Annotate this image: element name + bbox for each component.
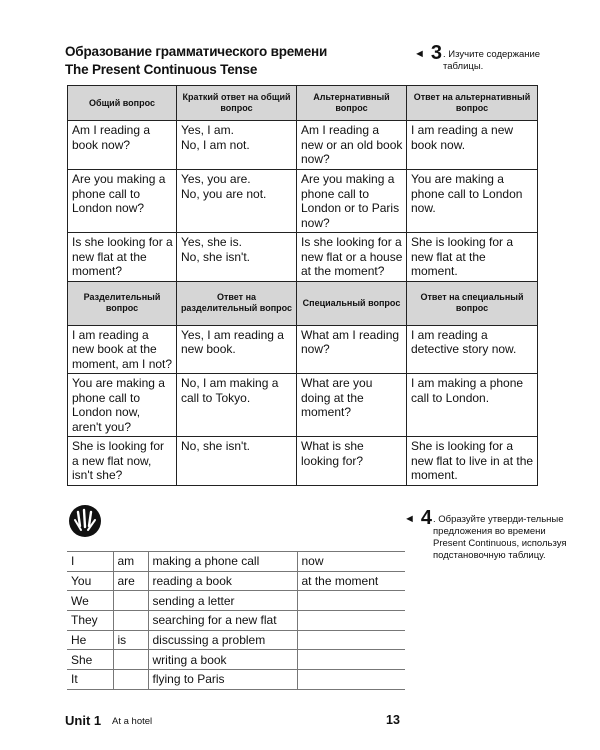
table-cell: Are you making a phone call to London now? [68, 170, 177, 233]
table-row [68, 121, 538, 170]
subject-cell: I [67, 552, 113, 572]
table-cell: Yes, I am reading a new book. [177, 325, 297, 374]
substitution-table [67, 551, 405, 690]
task-number: 4 [420, 507, 433, 529]
table-row [67, 670, 405, 690]
table-cell: Yes, you are. No, you are not. [177, 170, 297, 233]
time-cell: now [297, 552, 405, 572]
table-row [68, 437, 538, 486]
task-4-instruction [404, 509, 578, 562]
time-cell [297, 591, 405, 611]
table-cell: What is she looking for? [297, 437, 407, 486]
auxiliary-cell [113, 591, 148, 611]
column-header: Ответ на разделительный вопрос [177, 281, 297, 325]
time-cell [297, 650, 405, 670]
table-cell: Is she looking for a new flat at the moment? [68, 233, 177, 282]
table-cell: No, she isn't. [177, 437, 297, 486]
column-header: Ответ на специальный вопрос [407, 281, 538, 325]
table-cell: Am I reading a book now? [68, 121, 177, 170]
time-cell [297, 630, 405, 650]
table-cell: She is looking for a new flat now, isn't she? [68, 437, 177, 486]
table-row [67, 591, 405, 611]
subject-cell: He [67, 630, 113, 650]
time-cell: at the moment [297, 571, 405, 591]
subject-cell: She [67, 650, 113, 670]
table-cell: Are you making a phone call to London or to Paris now? [297, 170, 407, 233]
task-number: 3 [430, 42, 443, 64]
auxiliary-cell: are [113, 571, 148, 591]
auxiliary-cell [113, 670, 148, 690]
table-header-row [68, 86, 538, 121]
table-cell: Yes, I am. No, I am not. [177, 121, 297, 170]
table-cell: I am making a phone call to London. [407, 374, 538, 437]
table-header-row [68, 281, 538, 325]
table-cell: She is looking for a new flat to live in at the moment. [407, 437, 538, 486]
page-number: 13 [386, 713, 400, 727]
table-cell: Yes, she is. No, she isn't. [177, 233, 297, 282]
subject-cell: We [67, 591, 113, 611]
auxiliary-cell: am [113, 552, 148, 572]
arrow-left-icon: ◄ [404, 513, 415, 525]
column-header: Ответ на альтернативный вопрос [407, 86, 538, 121]
grammar-table [67, 85, 538, 486]
verb-phrase-cell: sending a letter [148, 591, 297, 611]
footer-unit-subtitle: At a hotel [112, 716, 153, 727]
table-cell: Is she looking for a new flat or a house at the moment? [297, 233, 407, 282]
column-header: Общий вопрос [68, 86, 177, 121]
table-row [67, 611, 405, 631]
task-3-instruction [414, 44, 573, 73]
verb-phrase-cell: flying to Paris [148, 670, 297, 690]
table-cell: I am reading a new book at the moment, am I not? [68, 325, 177, 374]
verb-phrase-cell: searching for a new flat [148, 611, 297, 631]
table-cell: You are making a phone call to London now. [407, 170, 538, 233]
table-cell: She is looking for a new flat at the moment. [407, 233, 538, 282]
time-cell [297, 670, 405, 690]
column-header: Альтернативный вопрос [297, 86, 407, 121]
section-title-en: The Present Continuous Tense [65, 62, 258, 77]
auxiliary-cell [113, 611, 148, 631]
table-cell: Am I reading a new or an old book now? [297, 121, 407, 170]
table-row [67, 552, 405, 572]
time-cell [297, 611, 405, 631]
verb-phrase-cell: reading a book [148, 571, 297, 591]
table-row [68, 374, 538, 437]
task-text: . Изучите содержание таблицы. [443, 49, 541, 72]
column-header: Краткий ответ на общий вопрос [177, 86, 297, 121]
table-cell: What am I reading now? [297, 325, 407, 374]
table-row [67, 630, 405, 650]
auxiliary-cell: is [113, 630, 148, 650]
table-row [68, 233, 538, 282]
column-header: Специальный вопрос [297, 281, 407, 325]
auxiliary-cell [113, 650, 148, 670]
table-cell: No, I am making a call to Tokyo. [177, 374, 297, 437]
arrow-left-icon: ◄ [414, 48, 425, 60]
subject-cell: You [67, 571, 113, 591]
table-cell: What are you doing at the moment? [297, 374, 407, 437]
section-title-ru: Образование грамматического времени [65, 44, 328, 59]
table-row [68, 325, 538, 374]
subject-cell: It [67, 670, 113, 690]
column-header: Разделительный вопрос [68, 281, 177, 325]
table-row [67, 650, 405, 670]
table-row [67, 571, 405, 591]
table-cell: I am reading a new book now. [407, 121, 538, 170]
task-text: . Образуйте утверди-тельные предложения во времени Present Continuous, используя подстановочную таблицу. [433, 514, 567, 561]
footer-unit-label: Unit 1 [65, 713, 102, 728]
table-cell: I am reading a detective story now. [407, 325, 538, 374]
table-row [68, 170, 538, 233]
subject-cell: They [67, 611, 113, 631]
speech-logo-icon [68, 504, 102, 538]
verb-phrase-cell: writing a book [148, 650, 297, 670]
verb-phrase-cell: discussing a problem [148, 630, 297, 650]
table-cell: You are making a phone call to London now, aren't you? [68, 374, 177, 437]
verb-phrase-cell: making a phone call [148, 552, 297, 572]
